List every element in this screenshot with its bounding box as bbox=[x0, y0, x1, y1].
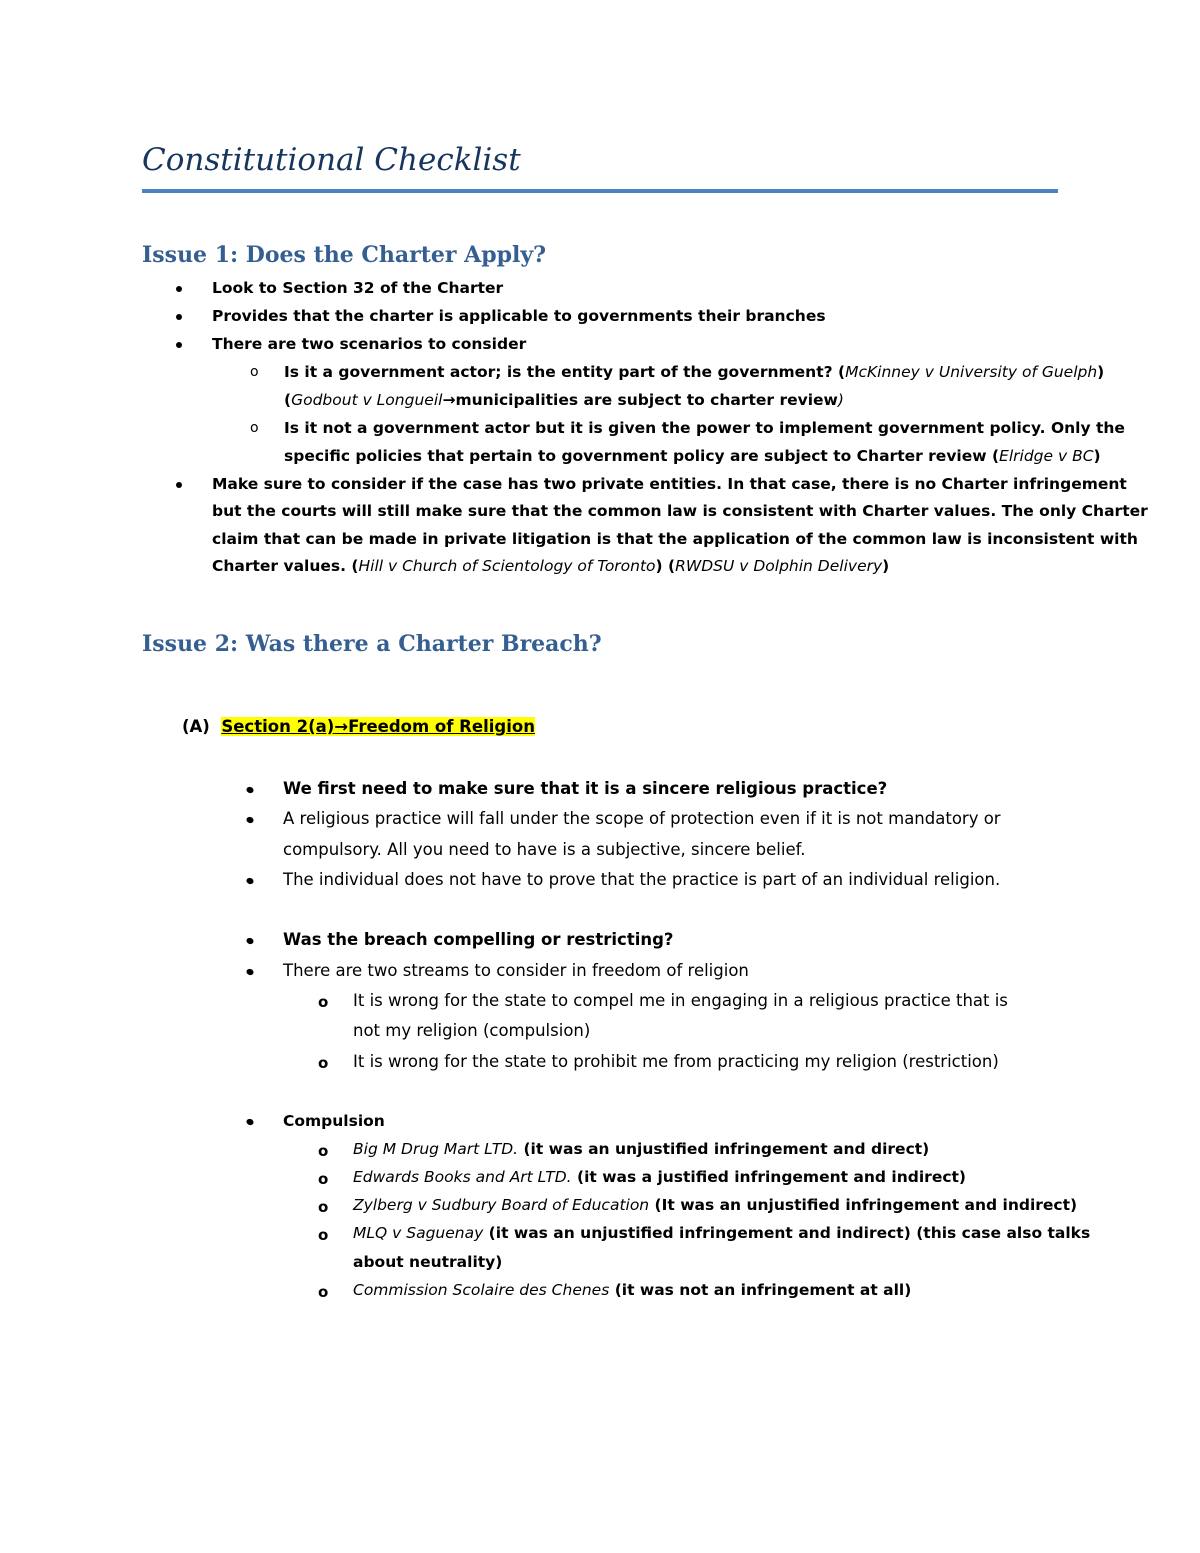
arrow-right-icon: → bbox=[442, 391, 456, 409]
document-title: Constitutional Checklist bbox=[142, 142, 521, 178]
bullet-icon bbox=[246, 937, 255, 945]
issue-1-bullet-4-line-1: Make sure to consider if the case has two private entities. In that case, there is no Charter infringement bbox=[212, 475, 1127, 493]
religion-point-3: The individual does not have to prove that the practice is part of an individual religion. bbox=[283, 870, 1001, 889]
issue-1-bullet-4-line-2: but the courts will still make sure that the common law is consistent with Charter values. The only Charter bbox=[212, 502, 1148, 520]
paren: ) bbox=[837, 391, 844, 409]
sub-bullet-icon: o bbox=[250, 364, 259, 380]
case-note: (it was an unjustified infringement and indirect) (this case also talks bbox=[483, 1224, 1091, 1242]
scenario-1-line-2 bbox=[284, 391, 844, 409]
scenario-2-text: specific policies that pertain to government policy are subject to Charter review ( bbox=[284, 447, 1000, 465]
case-note: (It was an unjustified infringement and indirect) bbox=[649, 1196, 1078, 1214]
issue-1-bullet-1: Look to Section 32 of the Charter bbox=[212, 279, 504, 297]
bullet-icon bbox=[246, 968, 255, 976]
subsection-title bbox=[221, 717, 535, 736]
case-note: (it was not an infringement at all) bbox=[609, 1281, 912, 1299]
subsection-section: Section 2(a) bbox=[221, 717, 335, 736]
stream-1-line-1: It is wrong for the state to compel me in engaging in a religious practice that is bbox=[353, 991, 1008, 1010]
paren: ) bbox=[1097, 363, 1105, 381]
issue-1-bullet-4-line-3: claim that can be made in private litigation is that the application of the common law is inconsistent with bbox=[212, 530, 1138, 548]
case-edwards-books: Edwards Books and Art LTD. bbox=[353, 1168, 572, 1186]
bullet-icon bbox=[246, 786, 255, 794]
arrow-right-icon: → bbox=[334, 717, 349, 736]
bullet-icon bbox=[246, 816, 255, 824]
issue-1-heading: Issue 1: Does the Charter Apply? bbox=[142, 242, 547, 268]
scenario-2-line-2 bbox=[284, 447, 1101, 465]
case-big-m: Big M Drug Mart LTD. bbox=[353, 1140, 519, 1158]
issue-2-heading: Issue 2: Was there a Charter Breach? bbox=[142, 631, 602, 657]
case-elridge: Elridge v BC bbox=[999, 447, 1094, 465]
case-mlq: MLQ v Saguenay bbox=[353, 1224, 484, 1242]
stream-1-line-2: not my religion (compulsion) bbox=[353, 1021, 591, 1040]
bullet-icon bbox=[246, 1118, 255, 1126]
bullet-icon bbox=[176, 482, 182, 488]
scenario-1-line-1 bbox=[284, 363, 1104, 381]
religion-point-1: We first need to make sure that it is a sincere religious practice? bbox=[283, 779, 888, 798]
sub-bullet-icon: o bbox=[318, 993, 329, 1011]
subsection-label: (A) bbox=[182, 717, 210, 736]
case-note: (it was an unjustified infringement and direct) bbox=[518, 1140, 930, 1158]
streams-intro: There are two streams to consider in freedom of religion bbox=[283, 961, 749, 980]
bullet-icon bbox=[176, 342, 182, 348]
compulsion-heading: Compulsion bbox=[283, 1112, 385, 1130]
subsection-topic: Freedom of Religion bbox=[348, 717, 535, 736]
compulsion-case-1 bbox=[353, 1140, 929, 1158]
case-zylberg: Zylberg v Sudbury Board of Education bbox=[353, 1196, 650, 1214]
sub-bullet-icon: o bbox=[318, 1170, 329, 1188]
religion-point-2-line-1: A religious practice will fall under the scope of protection even if it is not mandatory or bbox=[283, 809, 1001, 828]
case-note: (it was a justified infringement and indirect) bbox=[571, 1168, 967, 1186]
paren: ) bbox=[1093, 447, 1101, 465]
case-godbout: Godbout v Longueil bbox=[291, 391, 443, 409]
case-rwdsu: RWDSU v Dolphin Delivery bbox=[675, 557, 883, 575]
scenario-1-text: Is it a government actor; is the entity part of the government? ( bbox=[284, 363, 846, 381]
scenario-2-line-1: Is it not a government actor but it is given the power to implement government policy. Only the bbox=[284, 419, 1125, 437]
bullet-icon bbox=[246, 877, 255, 885]
sub-bullet-icon: o bbox=[318, 1198, 329, 1216]
bullet-4-text: Charter values. ( bbox=[212, 557, 359, 575]
case-hill: Hill v Church of Scientology of Toronto bbox=[358, 557, 656, 575]
case-commission-scolaire: Commission Scolaire des Chenes bbox=[353, 1281, 610, 1299]
paren: ) ( bbox=[655, 557, 676, 575]
scenario-1-note: municipalities are subject to charter review bbox=[455, 391, 838, 409]
compulsion-case-4-line-1 bbox=[353, 1224, 1090, 1242]
bullet-icon bbox=[176, 286, 182, 292]
bullet-icon bbox=[176, 314, 182, 320]
compulsion-case-2 bbox=[353, 1168, 966, 1186]
title-rule bbox=[142, 189, 1058, 193]
issue-1-bullet-4-line-4 bbox=[212, 557, 889, 575]
sub-bullet-icon: o bbox=[318, 1226, 329, 1244]
issue-1-bullet-2: Provides that the charter is applicable to governments their branches bbox=[212, 307, 826, 325]
subsection-a-heading bbox=[182, 717, 535, 736]
compulsion-case-5 bbox=[353, 1281, 911, 1299]
stream-2: It is wrong for the state to prohibit me from practicing my religion (restriction) bbox=[353, 1052, 999, 1071]
breach-question: Was the breach compelling or restricting? bbox=[283, 930, 674, 949]
sub-bullet-icon: o bbox=[318, 1283, 329, 1301]
religion-point-2-line-2: compulsory. All you need to have is a subjective, sincere belief. bbox=[283, 840, 806, 859]
sub-bullet-icon: o bbox=[250, 420, 259, 436]
paren: ( bbox=[284, 391, 292, 409]
issue-1-bullet-3: There are two scenarios to consider bbox=[212, 335, 527, 353]
case-mckinney: McKinney v University of Guelph bbox=[845, 363, 1098, 381]
compulsion-case-4-line-2: about neutrality) bbox=[353, 1253, 503, 1271]
sub-bullet-icon: o bbox=[318, 1142, 329, 1160]
compulsion-case-3 bbox=[353, 1196, 1077, 1214]
sub-bullet-icon: o bbox=[318, 1054, 329, 1072]
paren: ) bbox=[882, 557, 890, 575]
